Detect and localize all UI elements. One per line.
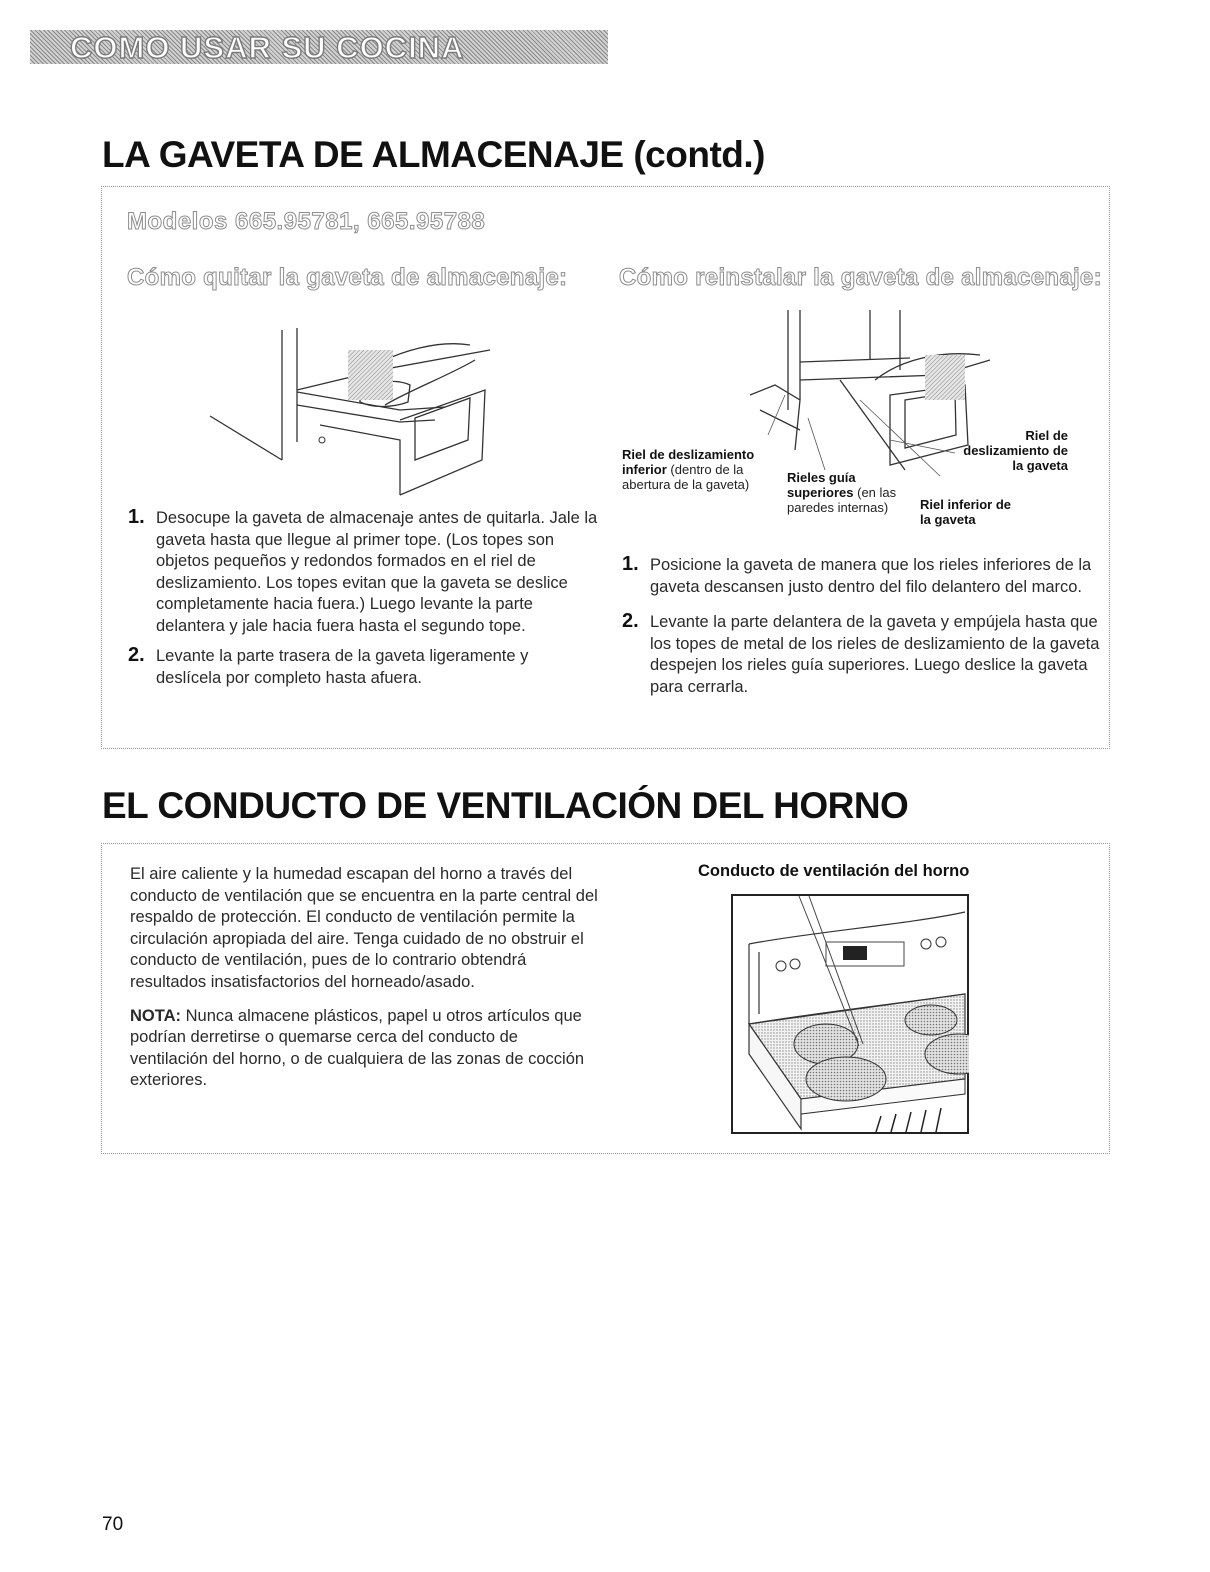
drawer-section-title: LA GAVETA DE ALMACENAJE (contd.): [102, 134, 765, 175]
reinstall-drawer-steps: [612, 555, 1102, 707]
remove-drawer-heading: Cómo quitar la gaveta de almacenaje:: [127, 264, 568, 291]
vent-figure-title: Conducto de ventilación del horno: [698, 862, 970, 880]
reinstall-drawer-heading: Cómo reinstalar la gaveta de almacenaje:: [619, 264, 1102, 291]
callout-lower-slide-rail: Riel de deslizamiento inferior (dentro de la abertura de la gaveta): [622, 447, 755, 492]
list-item: 2. Levante la parte trasera de la gaveta ligeramente y deslícela por completo hasta afuera.: [128, 644, 529, 687]
callout-upper-guide-rails: Rieles guía superiores (en las paredes internas): [787, 470, 897, 515]
vent-section-title: EL CONDUCTO DE VENTILACIÓN DEL HORNO: [102, 785, 909, 826]
page-number: 70: [102, 1514, 124, 1535]
vent-note: NOTA: Nunca almacene plásticos, papel u otros artículos que podrían derretirse o quemarse cerca del conducto de ventilación del horno, o de cualquiera de las zonas de cocción exteriores.: [130, 1006, 585, 1090]
remove-drawer-steps: [118, 508, 598, 698]
note-label: NOTA:: [130, 1006, 182, 1025]
list-item: 2. Levante la parte delantera de la gaveta y empújela hasta que los topes de metal de los rieles de deslizamiento de la gaveta despejen los rieles guía superiores. Luego deslice la gaveta para cerrarla.: [622, 610, 1100, 696]
callout-drawer-lower-rail: Riel inferior de la gaveta: [920, 497, 1012, 527]
section-header: COMO USAR SU COCINA: [70, 30, 465, 65]
callout-drawer-slide-rail: Riel de deslizamiento de la gaveta: [963, 428, 1068, 473]
list-item: 1. Desocupe la gaveta de almacenaje antes de quitarla. Jale la gaveta hasta que llegue al primer tope. (Los topes son objetos pequeños y redondos formados en el riel de deslizamiento. Los topes evitan que la gaveta se deslice completamente hacia fuera.) Luego levante la parte delantera y jale hacia fuera hasta el segundo tope.: [128, 506, 598, 635]
remove-drawer-illustration: [200, 310, 500, 500]
list-item: 1. Posicione la gaveta de manera que los rieles inferiores de la gaveta descansen justo dentro del filo delantero del marco.: [622, 553, 1092, 596]
vent-description: [130, 864, 600, 1104]
models-heading: Modelos 665.95781, 665.95788: [127, 208, 486, 235]
oven-vent-illustration: [731, 894, 969, 1134]
vent-paragraph: El aire caliente y la humedad escapan del horno a través del conducto de ventilación que se encuentra en la parte central del respaldo de protección. El conducto de ventilación permite la circulación apropiada del aire. Tenga cuidado de no obstruir el conducto de ventilación, pues de lo contrario obtendrá resultados insatisfactorios del horneado/asado.: [130, 865, 598, 991]
